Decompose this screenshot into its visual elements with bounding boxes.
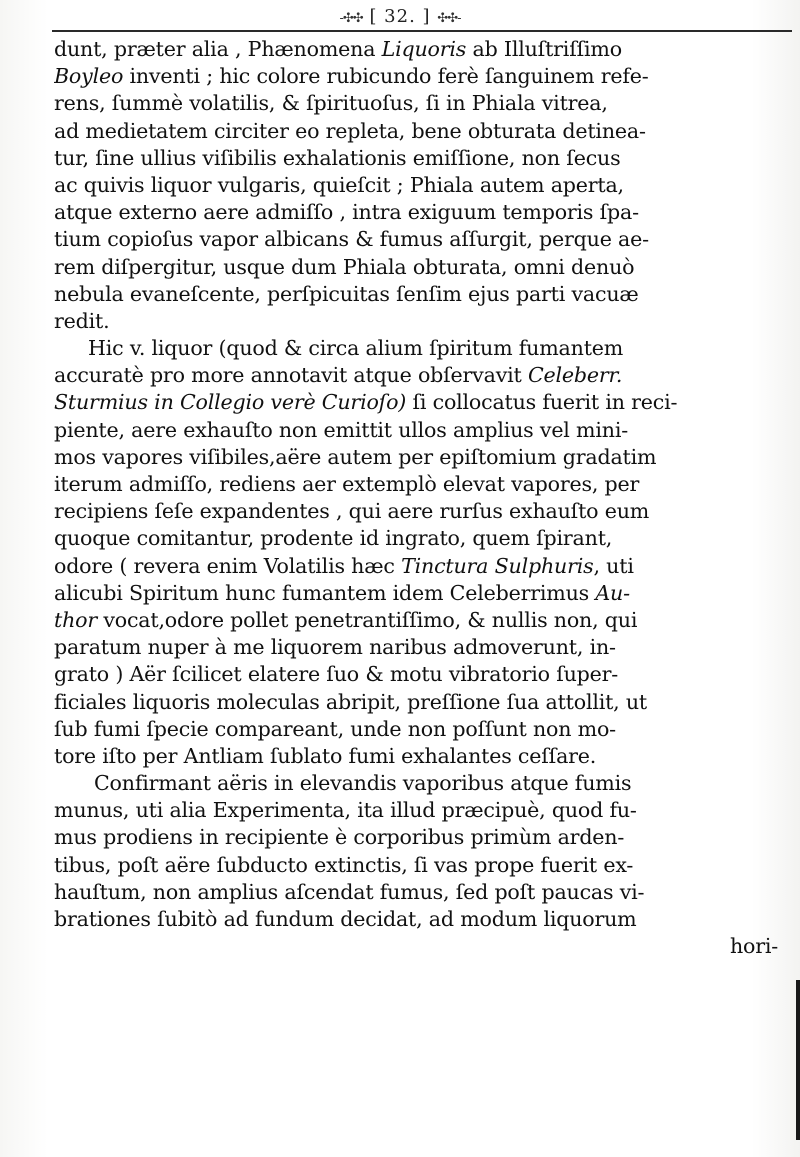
- text-line: [54, 471, 796, 498]
- text-segment: grato ) Aër ſcilicet elatere ſuo & motu vibratorio ſuper-: [54, 662, 619, 687]
- text-segment: quoque comitantur, prodente id ingrato, quem ſpirant,: [54, 526, 613, 551]
- header-rule: [52, 30, 792, 32]
- text-line: [54, 118, 796, 145]
- text-line: [54, 743, 796, 770]
- text-line: [54, 824, 796, 851]
- text-line: [54, 281, 796, 308]
- text-line: [54, 335, 796, 362]
- text-line: [54, 254, 796, 281]
- text-segment: brationes ſubitò ad fundum decidat, ad modum liquorum: [54, 907, 637, 931]
- text-line: [54, 417, 796, 444]
- text-segment: tur, ſine ullius viſibilis exhalationis emiſſione, non ſecus: [54, 145, 621, 170]
- text-line: [54, 199, 796, 226]
- page-number: [ 32. ]: [369, 6, 431, 27]
- text-line: [54, 498, 796, 525]
- text-segment: accuratè pro more annotavit atque obſervavit: [54, 363, 528, 388]
- text-segment: ſi collocatus fuerit in reci-: [406, 390, 678, 415]
- text-segment: mus prodiens in recipiente è corporibus primùm arden-: [54, 825, 625, 850]
- text-segment: dunt, præter alia , Phænomena: [54, 37, 382, 61]
- text-segment: Hic v. liquor (quod & circa alium ſpiritum fumantem: [88, 336, 624, 361]
- text-line: [54, 770, 796, 797]
- header-ornament-right: ✣✣-: [437, 11, 461, 26]
- text-line: [54, 308, 796, 335]
- text-segment: rem diſpergitur, usque dum Phiala obturata, omni denuò: [54, 254, 635, 279]
- text-line: [54, 362, 796, 389]
- body-text: [54, 36, 796, 960]
- text-segment: ſub fumi ſpecie compareant, unde non poſſunt non mo-: [54, 716, 616, 741]
- text-segment: , uti: [593, 553, 634, 578]
- text-segment: odore ( revera enim Volatilis hæc: [54, 553, 402, 578]
- text-line: [54, 444, 796, 471]
- text-line: [54, 90, 796, 117]
- text-line: [54, 145, 796, 172]
- text-line: [54, 716, 796, 743]
- text-segment: ab Illuſtriſſimo: [466, 37, 622, 61]
- text-segment: ficiales liquoris moleculas abripit, preſſione ſua attollit, ut: [54, 689, 648, 714]
- text-line: [54, 879, 796, 906]
- italic-text-segment: thor: [54, 607, 97, 632]
- text-line: [54, 634, 796, 661]
- text-segment: atque externo aere admiſſo , intra exiguum temporis ſpa-: [54, 200, 639, 225]
- text-segment: piente, aere exhauſto non emittit ullos amplius vel mini-: [54, 417, 628, 442]
- text-line: [54, 661, 796, 688]
- text-segment: alicubi Spiritum hunc fumantem idem Celeberrimus: [54, 580, 596, 605]
- text-segment: ad medietatem circiter eo repleta, bene obturata detinea-: [54, 118, 646, 143]
- text-line: [54, 553, 796, 580]
- text-line: [54, 607, 796, 634]
- text-segment: nebula evaneſcente, perſpicuitas ſenſim ejus parti vacuæ: [54, 281, 639, 306]
- text-segment: tium copioſus vapor albicans & fumus aſſurgit, perque ae-: [54, 227, 649, 252]
- text-segment: recipiens ſeſe expandentes , qui aere rurſus exhauſto eum: [54, 499, 650, 524]
- page-header: [0, 6, 800, 27]
- text-line: [54, 797, 796, 824]
- italic-text-segment: Liquoris: [381, 37, 467, 61]
- page-edge-shadow: [796, 980, 800, 1140]
- italic-text-segment: Sturmius in Collegio verè Curioſo): [54, 390, 407, 415]
- italic-text-segment: Au-: [595, 580, 630, 605]
- text-line: [54, 226, 796, 253]
- text-line: [54, 852, 796, 879]
- text-segment: inventi ; hic colore rubicundo ferè ſanguinem refe-: [123, 64, 649, 89]
- italic-text-segment: Celeberr.: [527, 363, 623, 388]
- text-segment: hauſtum, non amplius aſcendat fumus, ſed poſt paucas vi-: [54, 879, 645, 904]
- italic-text-segment: Tinctura Sulphuris: [401, 553, 594, 578]
- text-line: [54, 689, 796, 716]
- italic-text-segment: Boyleo: [54, 64, 124, 89]
- text-segment: vocat,odore pollet penetrantiſſimo, & nullis non, qui: [96, 607, 638, 632]
- text-segment: iterum admiſſo, rediens aer extemplò elevat vapores, per: [54, 472, 640, 496]
- text-line: [54, 36, 796, 63]
- text-line: [54, 389, 796, 416]
- text-segment: paratum nuper à me liquorem naribus admoverunt, in-: [54, 635, 616, 660]
- text-line: [54, 580, 796, 607]
- text-segment: redit.: [54, 308, 110, 333]
- text-segment: hori-: [729, 934, 778, 959]
- text-line: [54, 933, 796, 960]
- text-segment: tibus, poſt aëre ſubducto extinctis, ſi vas prope fuerit ex-: [54, 852, 634, 877]
- text-line: [54, 906, 796, 933]
- text-segment: Confirmant aëris in elevandis vaporibus atque fumis: [94, 771, 632, 796]
- text-segment: rens, ſummè volatilis, & ſpirituoſus, ſi in Phiala vitrea,: [54, 91, 608, 116]
- text-segment: munus, uti alia Experimenta, ita illud præcipuè, quod fu-: [54, 798, 637, 823]
- text-segment: tore iſto per Antliam ſublato fumi exhalantes ceſſare.: [54, 743, 597, 768]
- text-segment: mos vapores viſibiles,aëre autem per epiſtomium gradatim: [54, 444, 657, 469]
- text-line: [54, 172, 796, 199]
- text-line: [54, 525, 796, 552]
- text-segment: ac quivis liquor vulgaris, quieſcit ; Phiala autem aperta,: [54, 172, 624, 197]
- header-ornament-left: -✣✣: [339, 11, 363, 26]
- text-line: [54, 63, 796, 90]
